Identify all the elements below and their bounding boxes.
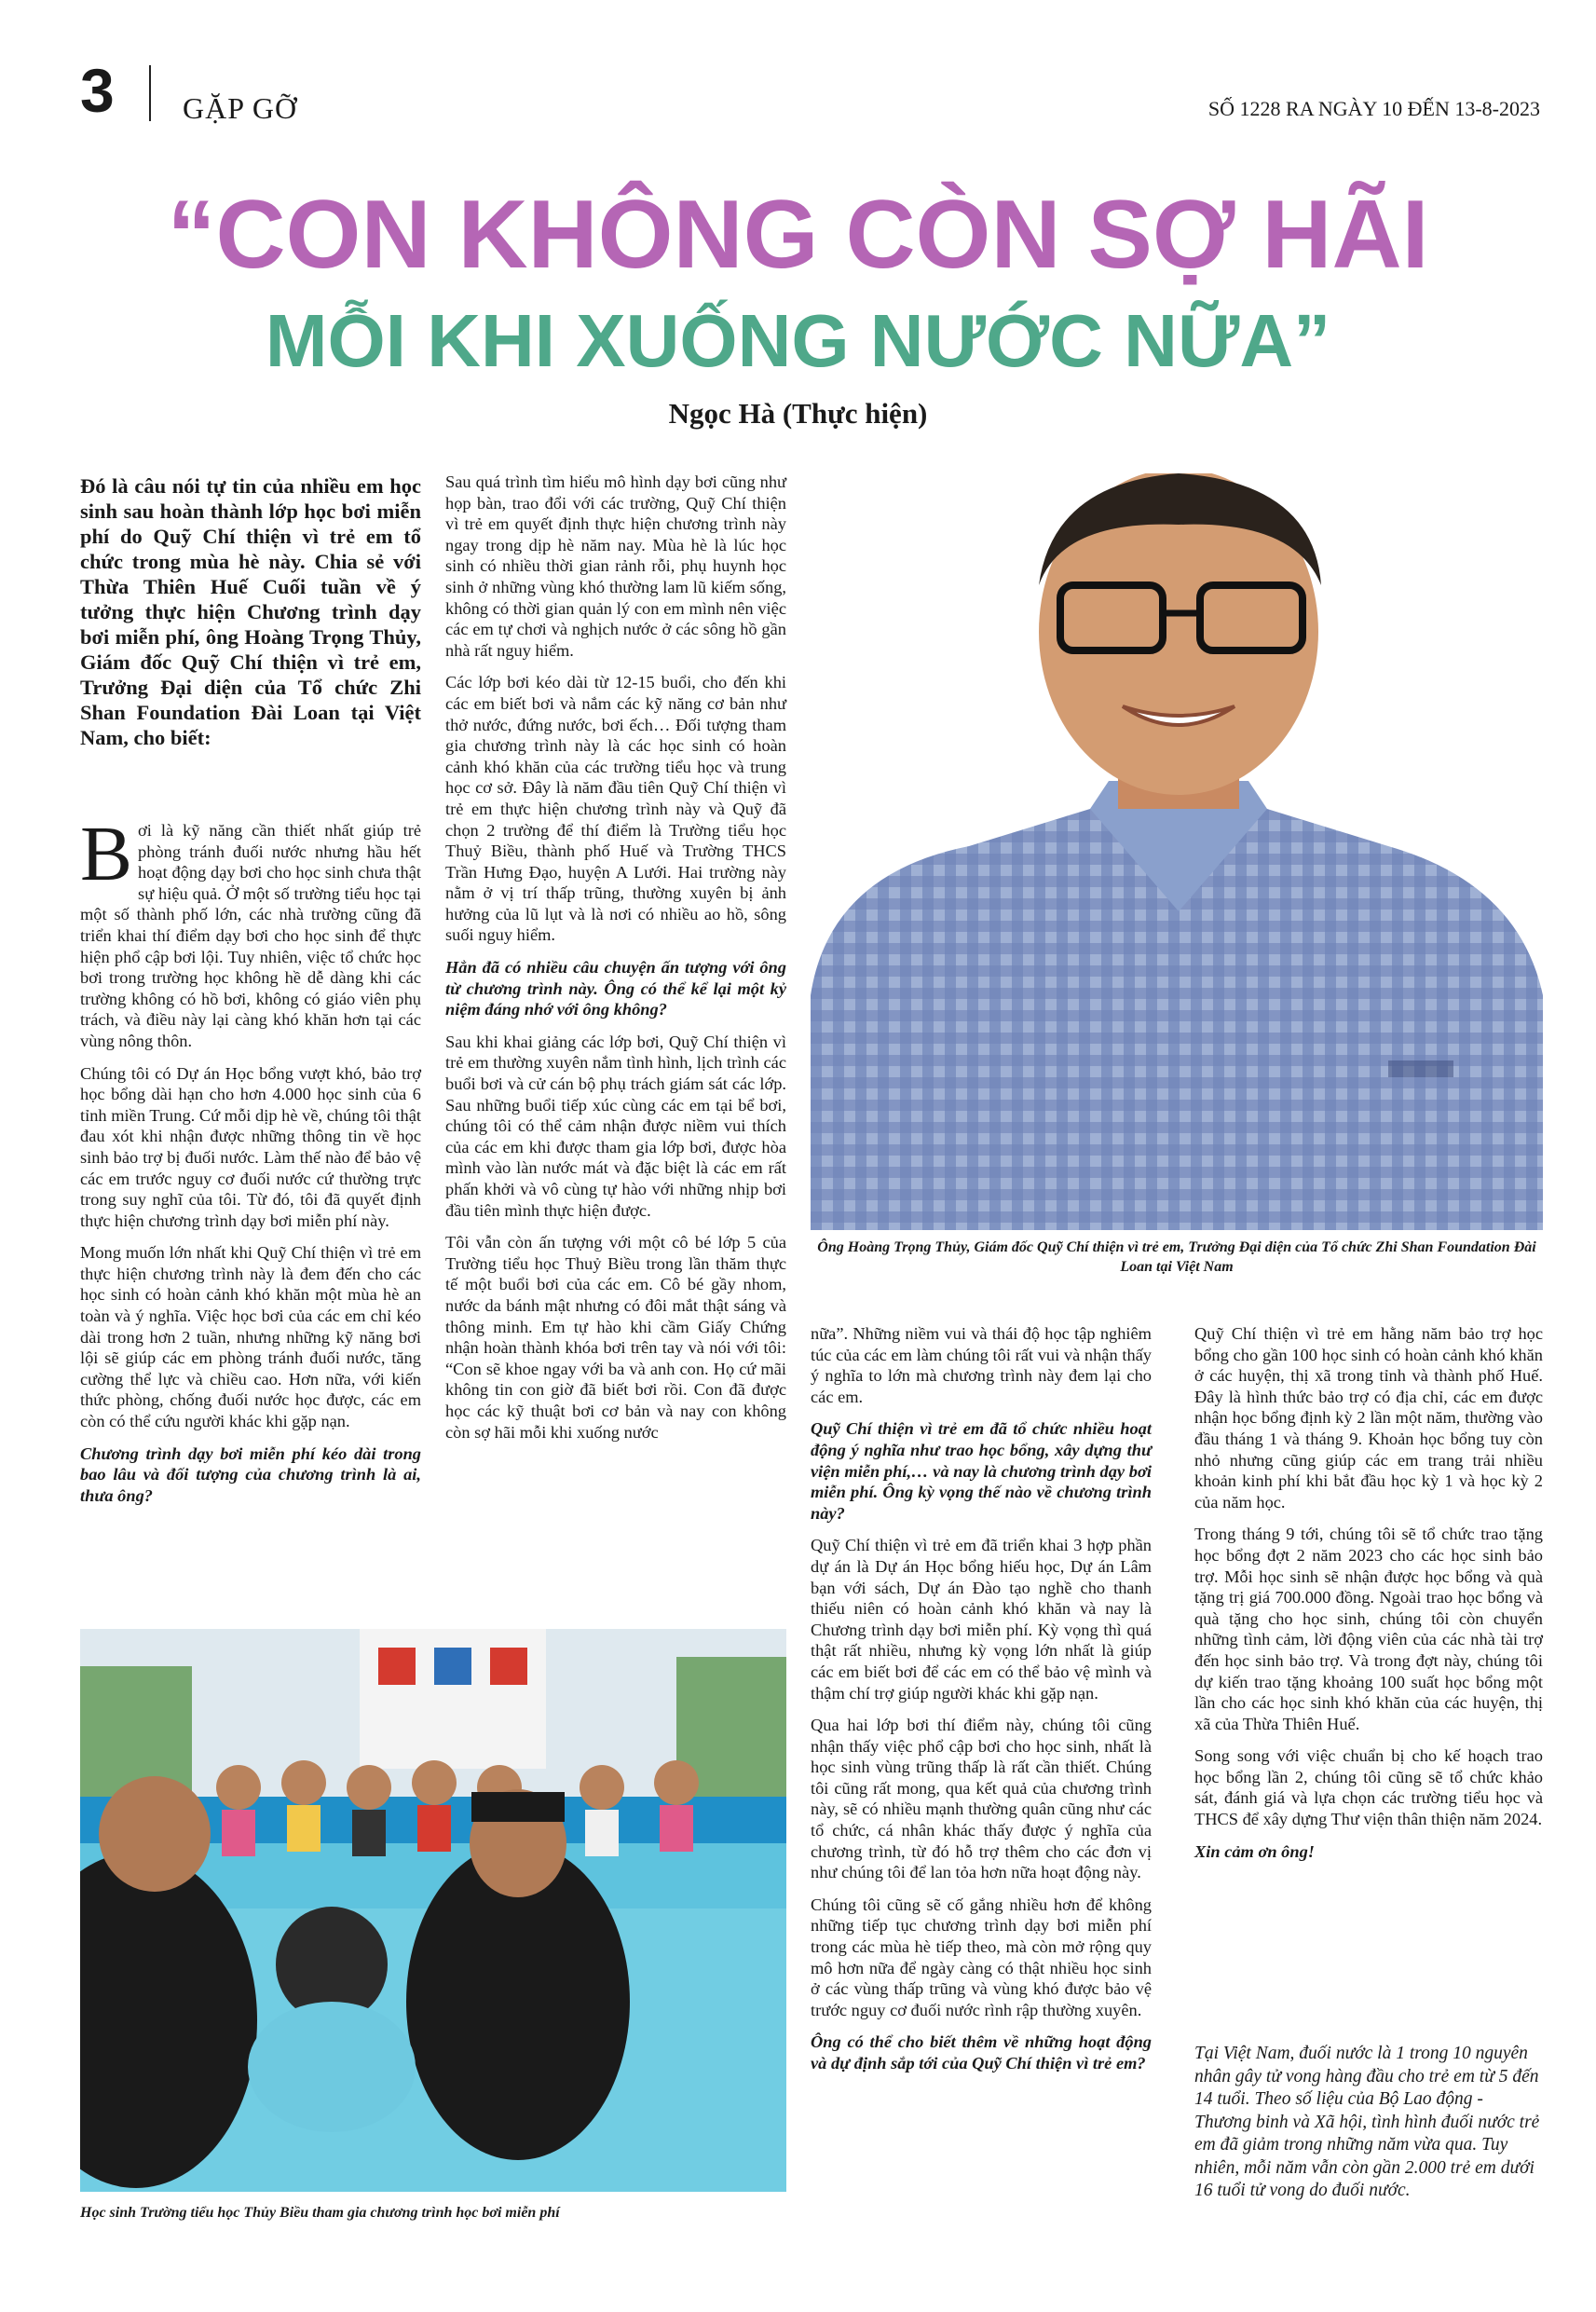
headline-line1: “CON KHÔNG CÒN SỢ HÃI bbox=[167, 181, 1429, 289]
section-name: GẶP GỠ bbox=[183, 91, 298, 125]
paragraph: Quỹ Chí thiện vì trẻ em đã triển khai 3 hợp phần dự án là Dự án Học bổng hiếu học, Dự án Lâm bạn với sách, Dự án Đào tạo nghề cho thanh thiếu niên có hoàn cảnh khó khăn và nay là Chương trình dạy bơi miễn phí. Kỳ vọng thì quá thật rất nhiều, nhưng kỳ vọng lớn nhất là giúp các em biết bơi để các em có thể bảo vệ mình và thậm chí trợ giúp người khác khi gặp nạn. bbox=[811, 1536, 1152, 1703]
paragraph: Các lớp bơi kéo dài từ 12-15 buổi, cho đến khi các em biết bơi và nắm các kỹ năng cơ bản như thở nước, đứng nước, bơi ếch… Đối tượng tham gia chương trình này là các học sinh có hoàn cảnh khó khăn của các trường tiểu học và trung học cơ sở. Đây là năm đầu tiên Quỹ Chí thiện vì trẻ em thực hiện chương trình này và Quỹ đã chọn 2 trường để thí điểm là Trường tiểu học Thuỷ Biều, thành phố Huế và Trường THCS Trần Hưng Đạo, huyện A Lưới. Hai trường này nằm ở vị trí thấp trũng, thường xuyên bị ảnh hưởng của lũ lụt và là nơi có nhiều ao hồ, sông suối nguy hiểm. bbox=[445, 673, 786, 945]
paragraph bbox=[80, 811, 421, 1052]
portrait-illustration bbox=[811, 473, 1543, 1230]
page-number: 3 bbox=[80, 56, 115, 125]
issue-info: SỐ 1228 RA NGÀY 10 ĐẾN 13-8-2023 bbox=[1207, 97, 1540, 120]
paragraph: Chúng tôi có Dự án Học bổng vượt khó, bảo trợ học bổng dài hạn cho hơn 4.000 học sinh của 6 tỉnh miền Trung. Cứ mỗi dịp hè về, chúng tôi thật đau xót khi nhận được những thông tin về học sinh bảo trợ bị đuối nước. Làm thế nào để bảo vệ các em trước nguy cơ đuối nước cứ thường trực trong suy nghĩ của tôi. Từ đó, tôi đã quyết định thực hiện chương trình dạy bơi miễn phí này. bbox=[80, 1063, 421, 1230]
paragraph: Chúng tôi cũng sẽ cố gắng nhiều hơn để không những tiếp tục chương trình dạy bơi miễn phí trong các mùa hè tiếp theo, mà còn mở rộng quy mô hơn nữa để ngày càng có thật nhiều học sinh ở các vùng thấp trũng và vùng khó được bảo vệ trước nguy cơ đuối nước rình rập thường xuyên. bbox=[811, 1895, 1152, 2019]
interview-question: Quỹ Chí thiện vì trẻ em đã tổ chức nhiều hoạt động ý nghĩa như trao học bổng, xây dựng thư viện miễn phí,… và nay là chương trình dạy bơi miễn phí. Ông kỳ vọng thế nào về chương trình này? bbox=[811, 1419, 1152, 1523]
paragraph-text: ơi là kỹ năng cần thiết nhất giúp trẻ phòng tránh đuối nước nhưng hầu hết hoạt động dạy bơi cho học sinh chưa thật sự hiệu quả. Ở một số trường tiểu học tại một số thành phố lớn, các nhà trường cũng đã triển khai thí điểm dạy bơi cho học sinh để thực hiện phổ cập bơi lội. Tuy nhiên, việc tổ chức học bơi trong trường học không hề dễ dàng khi các trường không có hồ bơi, không có giáo viên phụ trách, và điều này lại càng khó khăn hơn tại các vùng nông thôn. bbox=[80, 821, 421, 1050]
paragraph: Sau quá trình tìm hiểu mô hình dạy bơi cũng như họp bàn, trao đổi với các trường, Quỹ Chí thiện vì trẻ em quyết định thực hiện chương trình này ngay trong dịp hè năm nay. Mùa hè là lúc học sinh có nhiều thời gian rảnh rỗi, phụ huynh học sinh ở những vùng khó thường lam lũ kiếm sống, không có thời gian quản lý con em mình nên việc các em tự chơi và nghịch nước ở các sông hồ gần nhà rất nguy hiểm. bbox=[445, 472, 786, 660]
paragraph: Mong muốn lớn nhất khi Quỹ Chí thiện vì trẻ em thực hiện chương trình này là đem đến cho các học sinh có hoàn cảnh khó khăn một mùa hè an toàn và ý nghĩa. Việc học bơi của các em chỉ kéo dài trong hơn 2 tuần, nhưng những kỹ năng bơi lội sẽ giúp các em phòng tránh đuối nước, tăng cường thể lực và chiều cao. Hơn nữa, với kiến thức phòng, chống đuối nước học được, các em còn có thể cứu người khác khi gặp nạn. bbox=[80, 1243, 421, 1431]
column-3 bbox=[811, 1323, 1152, 2086]
column-4 bbox=[1194, 1323, 1543, 1873]
header-divider bbox=[149, 65, 151, 121]
portrait-photo bbox=[811, 473, 1543, 1230]
portrait-caption: Ông Hoàng Trọng Thủy, Giám đốc Quỹ Chí thiện vì trẻ em, Trưởng Đại diện của Tổ chức Zhi Shan Foundation Đài Loan tại Việt Nam bbox=[817, 1239, 1536, 1275]
column-1 bbox=[80, 811, 421, 1517]
interview-question: Ông có thể cho biết thêm về những hoạt động và dự định sắp tới của Quỹ Chí thiện vì trẻ em? bbox=[811, 2032, 1152, 2073]
pool-caption: Học sinh Trường tiểu học Thủy Biều tham gia chương trình học bơi miễn phí bbox=[80, 2205, 560, 2221]
interview-question: Hẳn đã có nhiều câu chuyện ấn tượng với ông từ chương trình này. Ông có thể kể lại một kỷ niệm đáng nhớ với ông không? bbox=[445, 958, 786, 1019]
paragraph: Tôi vẫn còn ấn tượng với một cô bé lớp 5 của Trường tiểu học Thuỷ Biều trong lần thăm thực tế một buổi bơi của các em. Cô bé gầy nhom, nước da bánh mật nhưng có đôi mắt thật sáng và thông minh. Em tự hào khi cầm Giấy Chứng nhận hoàn thành khóa bơi trên tay và nói với tôi: “Con sẽ khoe ngay với ba và anh con. Họ cứ mãi không tin con giờ đã biết bơi rồi. Con đã được học các kỹ thuật bơi cơ bản và nay con không còn sợ hãi mỗi khi xuống nước bbox=[445, 1233, 786, 1442]
closing-thanks: Xin cảm ơn ông! bbox=[1194, 1841, 1315, 1861]
pool-photo bbox=[80, 1629, 786, 2192]
paragraph: Sau khi khai giảng các lớp bơi, Quỹ Chí thiện vì trẻ em thường xuyên nắm tình hình, lịch trình các buổi bơi và cử cán bộ phụ trách giám sát các lớp. Sau những buổi tiếp xúc cùng các em tại bể bơi, chúng tôi có thể cảm nhận được niềm vui thích của các em khi được tham gia lớp bơi, được hòa mình vào làn nước mát và đặc biệt là các em rất phấn khởi và vô cùng tự hào với những nhịp bơi đầu tiên mình thực hiện được. bbox=[445, 1032, 786, 1220]
paragraph: Trong tháng 9 tới, chúng tôi sẽ tổ chức trao tặng học bổng đợt 2 năm 2023 cho các học sinh bảo trợ. Mỗi học sinh sẽ nhận được học bổng và quà tặng trị giá 700.000 đồng. Ngoài trao học bổng và quà tặng cho học sinh, chúng tôi còn chuyển những tình cảm, lời động viên của các nhà tài trợ đến học sinh bảo trợ. Và trong đợt này, chúng tôi dự kiến trao tặng khoảng 100 suất học bổng một lần cho các học sinh khó khăn của các huyện, thị xã của Thừa Thiên Huế. bbox=[1194, 1525, 1543, 1733]
lead-paragraph: Đó là câu nói tự tin của nhiều em học sinh sau hoàn thành lớp học bơi miễn phí do Quỹ Chí thiện vì trẻ em tổ chức trong mùa hè này. Chia sẻ với Thừa Thiên Huế Cuối tuần về ý tưởng thực hiện Chương trình dạy bơi miễn phí, ông Hoàng Trọng Thủy, Giám đốc Quỹ Chí thiện vì trẻ em, Trưởng Đại diện của Tổ chức Zhi Shan Foundation Đài Loan tại Việt Nam, cho biết: bbox=[80, 474, 421, 749]
paragraph: Qua hai lớp bơi thí điểm này, chúng tôi cũng nhận thấy việc phổ cập bơi cho học sinh, nhất là học sinh vùng trũng thấp là rất cần thiết. Chúng tôi cũng rất mong, qua kết quả của chương trình này, sẽ có nhiều mạnh thường quân cũng như các tổ chức, cá nhân khác thấy được ý nghĩa của chương trình, từ đó hỗ trợ thêm cho các đơn vị như chúng tôi để lan tỏa hơn nữa hoạt động này. bbox=[811, 1716, 1152, 1882]
sidebar-note: Tại Việt Nam, đuối nước là 1 trong 10 nguyên nhân gây tử vong hàng đầu cho trẻ em từ 5 đến 14 tuổi. Theo số liệu của Bộ Lao động - Thương binh và Xã hội, tình hình đuối nước trẻ em đã giảm trong những năm vừa qua. Tuy nhiên, mỗi năm vẫn còn gần 2.000 trẻ em dưới 16 tuổi tử vong do đuối nước. bbox=[1194, 2044, 1540, 2200]
paragraph: nữa”. Những niềm vui và thái độ học tập nghiêm túc của các em làm chúng tôi rất vui và nhận thấy ý nghĩa to lớn mà chương trình này đem lại cho các em. bbox=[811, 1324, 1152, 1406]
interview-question: Chương trình dạy bơi miễn phí kéo dài trong bao lâu và đối tượng của chương trình là ai, thưa ông? bbox=[80, 1443, 421, 1505]
column-2 bbox=[445, 472, 786, 1454]
paragraph: Quỹ Chí thiện vì trẻ em hằng năm bảo trợ học bổng cho gần 100 học sinh có hoàn cảnh khó khăn ở các huyện, thị xã trong tỉnh và thành phố Huế. Đây là hình thức bảo trợ có địa chỉ, các em được nhận học bổng định kỳ 2 lần một năm, thường vào đầu tháng 1 và tháng 9. Khoản học bổng tuy còn nhỏ nhưng cũng giúp các em trang trải nhiều khoản kinh phí khi bắt đầu học kỳ 1 và học kỳ 2 của năm học. bbox=[1194, 1324, 1543, 1512]
headline-line2: MỖI KHI XUỐNG NƯỚC NỮA” bbox=[265, 299, 1331, 382]
paragraph: Song song với việc chuẩn bị cho kế hoạch trao học bổng lần 2, chúng tôi cũng sẽ tổ chức khảo sát, đánh giá và lựa chọn các trường tiểu học và THCS để xây dựng Thư viện thân thiện năm 2024. bbox=[1194, 1746, 1543, 1829]
byline: Ngọc Hà (Thực hiện) bbox=[668, 397, 928, 430]
drop-cap: B bbox=[80, 811, 133, 897]
pool-illustration bbox=[80, 1629, 786, 2192]
